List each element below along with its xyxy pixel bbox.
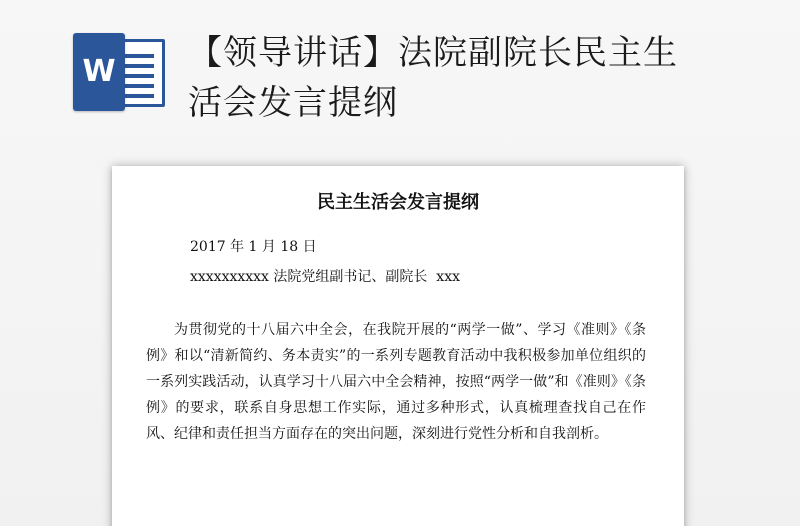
page-title: 【领导讲话】法院副院长民主生活会发言提纲	[188, 33, 678, 123]
w-letter-badge: W	[73, 33, 125, 111]
document-body-paragraph: 为贯彻党的十八届六中全会，在我院开展的“两学一做”、学习《准则》《条例》和以“清新简约、务本责实”的一系列专题教育活动中我积极参加单位组织的一系列实践活动，认真学习十八届六中全会精神，按照“两学一做”和《准则》《条例》的要求，联系自身思想工作实际，通过多种形式，认真梳理查找自己在作风、纪律和责任担当方面存在的突出问题，深刻进行党性分析和自我剖析。	[146, 322, 646, 442]
doc-line	[122, 94, 154, 98]
doc-line	[122, 74, 154, 78]
word-app-icon	[73, 33, 165, 111]
document-page	[112, 166, 684, 526]
doc-line	[122, 84, 154, 88]
doc-line	[122, 54, 154, 58]
document-title: 民主生活会发言提纲	[317, 192, 479, 213]
document-author: xxxxxxxxxx 法院党组副书记、副院长 xxx	[190, 269, 460, 285]
doc-line	[122, 64, 154, 68]
document-date: 2017 年 1 月 18 日	[190, 239, 317, 255]
